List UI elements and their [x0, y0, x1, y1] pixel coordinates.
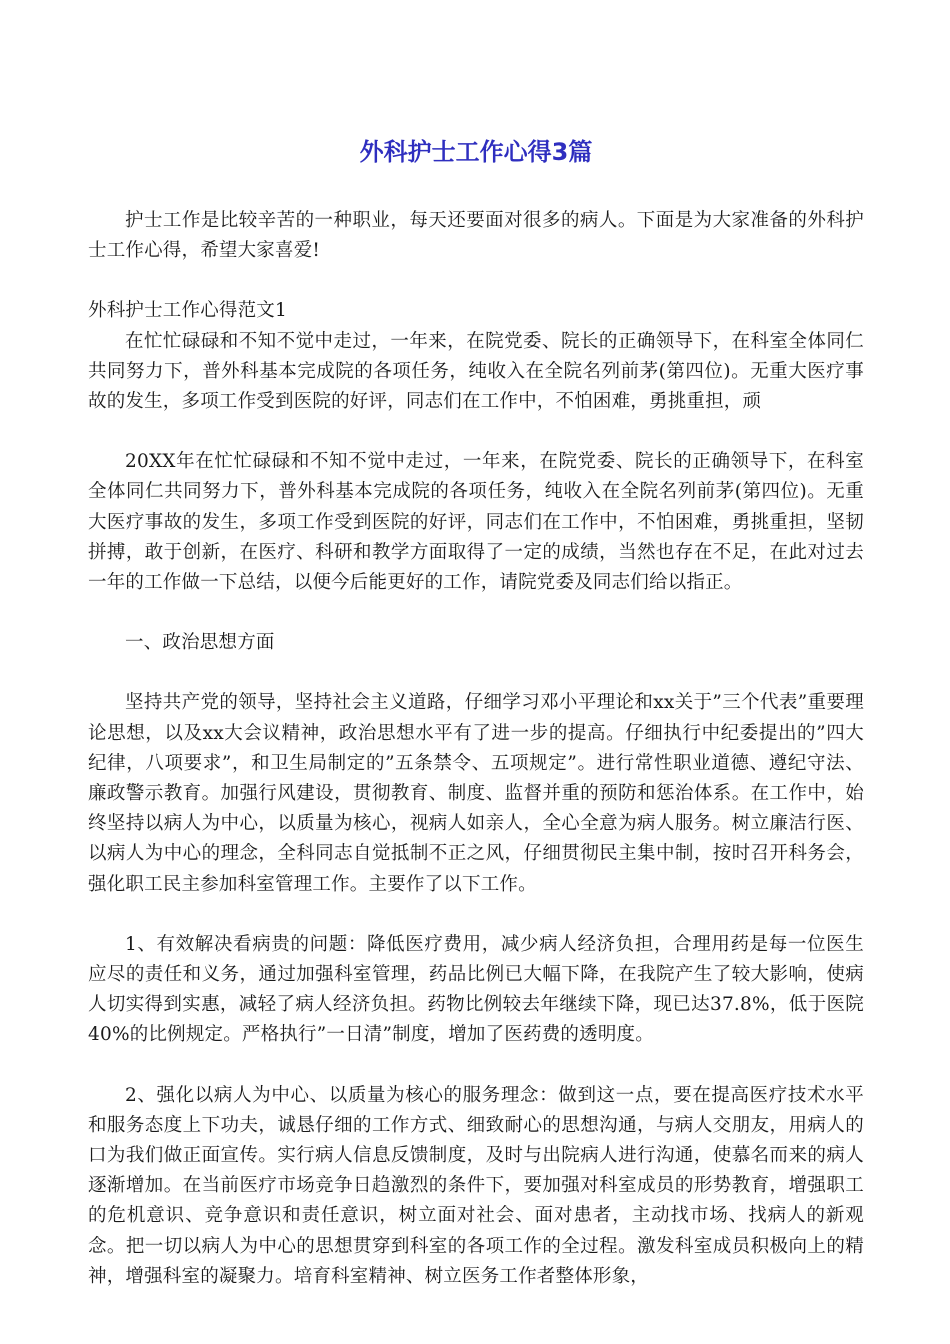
subheading-political: 一、政治思想方面 — [125, 632, 275, 654]
paragraph-3: 坚持共产党的领导，坚持社会主义道路，仔细学习邓小平理论和xx关于”三个代表”重要理论思想，以及xx大会议精神，政治思想水平有了进一步的提高。仔细执行中纪委提出的”四大纪律，八项要求”，和卫生局制定的”五条禁令、五项规定”。进行常性职业道德、遵纪守法、廉政警示教育。加强行风建设，贯彻教育、制度、监督并重的预防和惩治体系。在工作中，始终坚持以病人为中心，以质量为核心，视病人如亲人，全心全意为病人服务。树立廉洁行医、以病人为中心的理念，全科同志自觉抵制不正之风，仔细贯彻民主集中制，按时召开科务会，强化职工民主参加科室管理工作。主要作了以下工作。 — [88, 692, 864, 895]
paragraph-5: 2、强化以病人为中心、以质量为核心的服务理念：做到这一点，要在提高医疗技术水平和服务态度上下功夫，诚恳仔细的工作方式、细致耐心的思想沟通，与病人交朋友，用病人的口为我们做正面宣传。实行病人信息反馈制度，及时与出院病人进行沟通，使慕名而来的病人逐渐增加。在当前医疗市场竞争日趋激烈的条件下，要加强对科室成员的形势教育，增强职工的危机意识、竞争意识和责任意识，树立面对社会、面对患者，主动找市场、找病人的新观念。把一切以病人为中心的思想贯穿到科室的各项工作的全过程。激发科室成员积极向上的精神，增强科室的凝聚力。培育科室精神、树立医务工作者整体形象， — [88, 1084, 864, 1287]
paragraph-1: 在忙忙碌碌和不知不觉中走过，一年来，在院党委、院长的正确领导下，在科室全体同仁共同努力下，普外科基本完成院的各项任务，纯收入在全院名列前茅(第四位)。无重大医疗事故的发生，多项工作受到医院的好评，同志们在工作中，不怕困难，勇挑重担，顽 — [88, 330, 864, 413]
section-heading: 外科护士工作心得范文1 — [88, 300, 287, 322]
document-page — [88, 132, 864, 1292]
document-title: 外科护士工作心得3篇 — [359, 138, 593, 166]
intro-paragraph: 护士工作是比较辛苦的一种职业，每天还要面对很多的病人。下面是为大家准备的外科护士工作心得，希望大家喜爱! — [88, 210, 864, 262]
paragraph-2: 20XX年在忙忙碌碌和不知不觉中走过，一年来，在院党委、院长的正确领导下，在科室全体同仁共同努力下，普外科基本完成院的各项任务，纯收入在全院名列前茅(第四位)。无重大医疗事故的发生，多项工作受到医院的好评，同志们在工作中，不怕困难，勇挑重担，坚韧拼搏，敢于创新，在医疗、科研和教学方面取得了一定的成绩，当然也存在不足，在此对过去一年的工作做一下总结，以便今后能更好的工作，请院党委及同志们给以指正。 — [88, 451, 864, 594]
paragraph-4: 1、有效解决看病贵的问题：降低医疗费用，减少病人经济负担，合理用药是每一位医生应尽的责任和义务，通过加强科室管理，药品比例已大幅下降，在我院产生了较大影响，使病人切实得到实惠，减轻了病人经济负担。药物比例较去年继续下降，现已达37.8%，低于医院40%的比例规定。严格执行”一日清”制度，增加了医药费的透明度。 — [88, 933, 864, 1046]
